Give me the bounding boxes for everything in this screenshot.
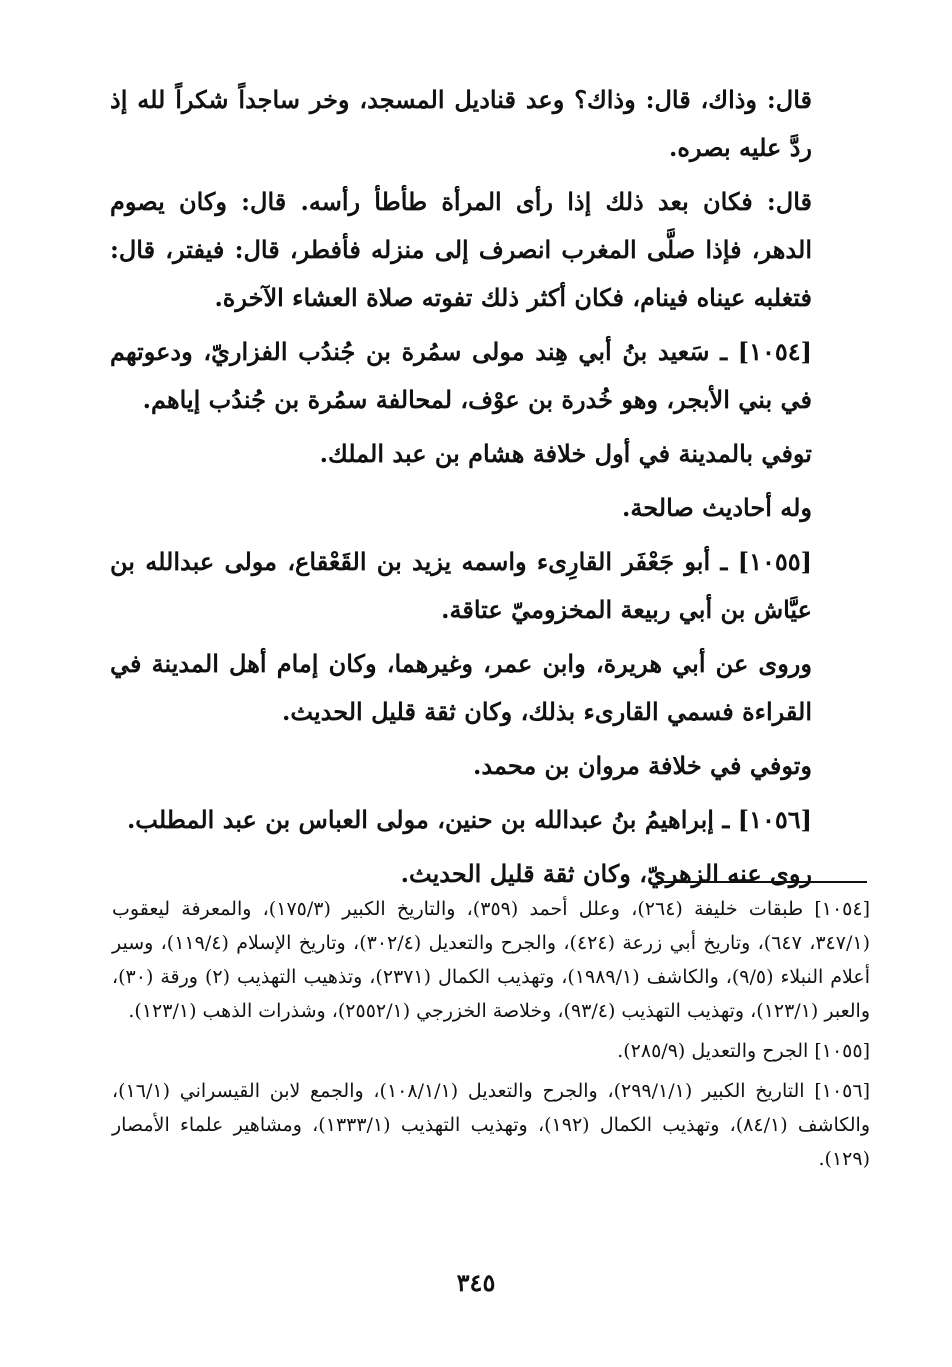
footnote-separator bbox=[657, 881, 867, 883]
biography-entry bbox=[110, 796, 870, 844]
entry-name: ـ إبراهيمُ بنُ عبدالله bbox=[534, 805, 730, 834]
entry-note: روى عنه الزهريّ، وكان ثقة قليل الحديث. bbox=[400, 859, 812, 888]
entry-name: ـ سَعيد بنُ أبي هِند bbox=[535, 337, 728, 366]
footnote-text: طبقات خليفة (٢٦٤)، وعلل أحمد (٣٥٩)، والتاريخ الكبير (١٧٥/٣)، والمعرفة ليعقوب (٣٤٧/١، ٦٤٧)، وتاريخ أبي زرعة (٤٢٤)، والجرح والتعديل (٣٠٢/٤)، وتاريخ الإسلام (١١٩/٤)، وسير أعلام النبلاء (٩/٥)، والكاشف (١٩٨٩/١)، وتهذيب الكمال (٢٣٧١)، وتذهيب التهذيب (٢) ورقة (٣٠)، والعبر (١٢٣/١)، وتهذيب التهذيب (٩٣/٤)، وخلاصة الخزرجي (٢٥٥٢/١)، وشذرات الذهب (١٢٣/١). bbox=[112, 898, 870, 1022]
entry-text: بن حنين، مولى العباس بن عبد المطلب. bbox=[126, 805, 526, 834]
entry-note: توفي بالمدينة في أول خلافة هشام بن عبد الملك. bbox=[319, 439, 812, 468]
page-number: ٣٤٥ bbox=[456, 1268, 496, 1297]
entry-number: [١٠٥٥] bbox=[737, 547, 812, 576]
footnote bbox=[112, 892, 870, 1028]
footnotes bbox=[112, 892, 870, 1182]
entry-note: وله أحاديث صالحة. bbox=[622, 493, 812, 522]
biography-entry bbox=[110, 538, 870, 634]
footnote-label: [١٠٥٦] bbox=[814, 1080, 870, 1102]
footnote bbox=[112, 1034, 870, 1068]
entry-number: [١٠٥٤] bbox=[737, 337, 813, 366]
entry-number: [١٠٥٦] bbox=[737, 805, 812, 834]
entry-note: وروى عن أبي هريرة، وابن عمر، وغيرهما، وكان إمام أهل المدينة في القراءة فسمي القارىء بذلك، وكان ثقة قليل الحديث. bbox=[110, 649, 812, 726]
entry-note: وتوفي في خلافة مروان بن محمد. bbox=[473, 751, 812, 780]
footnote-label: [١٠٥٤] bbox=[814, 898, 871, 920]
footnote bbox=[112, 1074, 870, 1176]
entry-text: مولى سمُرة بن جُندُب الفزاريّ، ودعوتهم في بني الأبجر، وهو خُدرة بن عوْف، لمحالفة سمُرة بن جُندُب إياهم. bbox=[110, 337, 812, 414]
paragraph: قال: وذاك، قال: وذاك؟ وعد قناديل المسجد، وخر ساجداً شكراً لله إذ ردَّ عليه بصره. bbox=[110, 85, 812, 162]
entry-name: ـ أبو جَعْفَر القارِىء bbox=[536, 547, 728, 576]
main-text bbox=[110, 76, 870, 904]
footnote-label: [١٠٥٥] bbox=[814, 1040, 870, 1062]
entry-text: واسمه يزيد بن القَعْقاع، مولى عبدالله بن عيَّاش بن أبي ربيعة المخزوميّ عتاقة. bbox=[110, 547, 812, 624]
biography-entry bbox=[110, 328, 870, 424]
footnote-text: التاريخ الكبير (٢٩٩/١/١)، والجرح والتعديل (١٠٨/١/١)، والجمع لابن القيسراني (١٦/١)، والكاشف (٨٤/١)، وتهذيب الكمال (١٩٢)، وتهذيب التهذيب (١٣٣٣/١)، ومشاهير علماء الأمصار (١٢٩). bbox=[112, 1080, 870, 1170]
footnote-text: الجرح والتعديل (٢٨٥/٩). bbox=[617, 1040, 809, 1062]
paragraph: قال: فكان بعد ذلك إذا رأى المرأة طأطأ رأسه. قال: وكان يصوم الدهر، فإذا صلَّى المغرب انصرف إلى منزله فأفطر، قال: فيفتر، قال: فتغلبه عيناه فينام، فكان أكثر ذلك تفوته صلاة العشاء الآخرة. bbox=[110, 187, 812, 312]
